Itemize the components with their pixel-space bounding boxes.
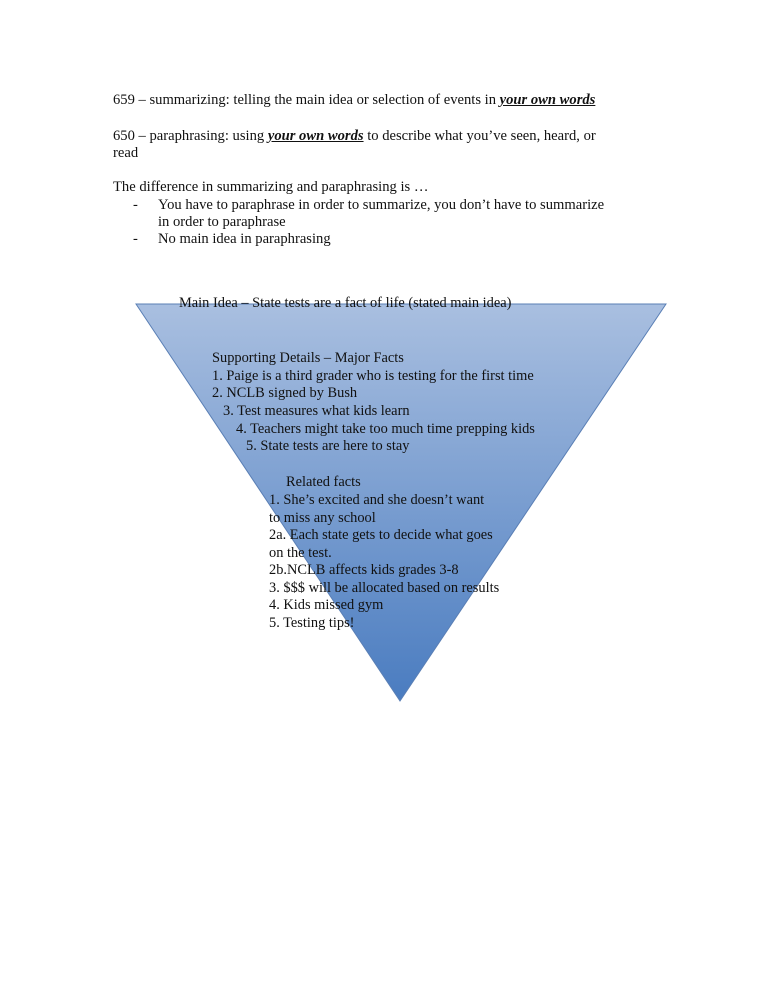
related-fact-line: 2a. Each state gets to decide what goes [269,527,493,543]
bullet-item-line: You have to paraphrase in order to summarize, you don’t have to summarize [158,197,605,213]
bullet-item-line: No main idea in paraphrasing [158,231,331,247]
difference-heading: The difference in summarizing and paraphrasing is … [113,179,429,195]
supporting-details-heading: Supporting Details – Major Facts [212,350,404,366]
related-fact-line: 4. Kids missed gym [269,597,384,613]
related-fact-line: 5. Testing tips! [269,615,355,631]
main-idea-label: Main Idea – State tests are a fact of life (stated main idea) [179,295,512,311]
definition-paraphrasing-continuation: read [113,145,139,161]
related-fact-line: 1. She’s excited and she doesn’t want [269,492,485,508]
bullet-marker: - [133,197,138,213]
related-fact-line: 3. $$$ will be allocated based on results [269,580,500,596]
definition-paraphrasing [113,128,596,145]
emphasis-your-own-words: your own words [267,128,364,144]
related-fact-line: 2b.NCLB affects kids grades 3-8 [269,562,459,578]
definition-text: 659 – summarizing: telling the main idea or selection of events in [113,92,500,108]
bullet-item-line: in order to paraphrase [158,214,286,230]
related-fact-line: on the test. [269,545,332,561]
related-facts-heading: Related facts [286,474,361,490]
supporting-detail-item: 5. State tests are here to stay [246,438,410,454]
definition-text-suffix: to describe what you’ve seen, heard, or [363,128,596,144]
bullet-marker: - [133,231,138,247]
definition-text: 650 – paraphrasing: using [113,128,268,144]
supporting-detail-item: 4. Teachers might take too much time prepping kids [236,421,535,437]
supporting-detail-item: 2. NCLB signed by Bush [212,385,358,401]
definition-summarizing [113,92,595,109]
supporting-detail-item: 1. Paige is a third grader who is testing for the first time [212,368,534,384]
related-fact-line: to miss any school [269,510,376,526]
emphasis-your-own-words: your own words [499,92,596,108]
supporting-detail-item: 3. Test measures what kids learn [223,403,410,419]
